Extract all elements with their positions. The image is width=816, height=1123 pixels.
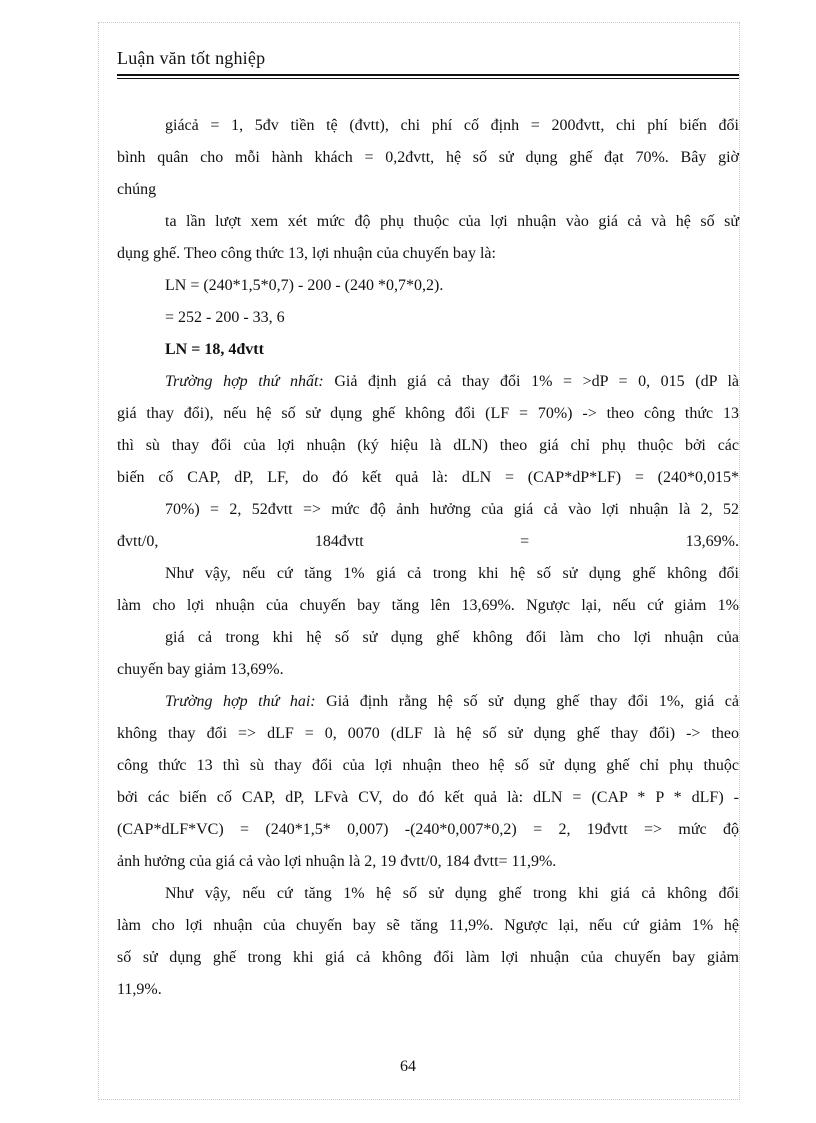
text-line: Như vậy, nếu cứ tăng 1% hệ số sử dụng ghế trong khi giá cả không đổi: [165, 885, 739, 902]
text-line: [117, 686, 739, 718]
text-line: 70%) = 2, 52đvtt => mức độ ảnh hưởng của giá cả vào lợi nhuận là 2, 52: [165, 501, 739, 518]
text-line: thì sù thay đổi của lợi nhuận (ký hiệu là dLN) theo giá chỉ phụ thuộc bởi các: [117, 437, 739, 454]
text-line: Như vậy, nếu cứ tăng 1% giá cả trong khi hệ số sử dụng ghế không đổi: [165, 565, 739, 582]
text-line: số sử dụng ghế trong khi giá cả không đổi làm lợi nhuận của chuyến bay giảm: [117, 949, 739, 966]
text-line: 11,9%.: [117, 981, 162, 998]
text-line: bình quân cho mỗi hành khách = 0,2đvtt, hệ số sử dụng ghế đạt 70%. Bây giờ: [117, 149, 739, 166]
text-line: làm cho lợi nhuận của chuyến bay sẽ tăng 11,9%. Ngược lại, nếu cứ giảm 1% hệ: [117, 917, 739, 934]
text-fragment: Giả định giá cả thay đổi 1% = >dP = 0, 015 (dP là: [323, 373, 739, 390]
text-line: giá cả trong khi hệ số sử dụng ghế không đổi làm cho lợi nhuận của: [165, 629, 739, 646]
text-line: ta lần lượt xem xét mức độ phụ thuộc của lợi nhuận vào giá cả và hệ số sử: [165, 213, 739, 230]
body-text: [117, 110, 739, 1006]
text-fragment: đvtt/0,: [117, 533, 159, 550]
formula-line: LN = (240*1,5*0,7) - 200 - (240 *0,7*0,2).: [165, 277, 444, 294]
text-line: công thức 13 thì sù thay đổi của lợi nhuận theo hệ số sử dụng ghế chỉ phụ thuộc: [117, 757, 739, 774]
text-line: không thay đổi => dLF = 0, 0070 (dLF là hệ số sử dụng ghế thay đổi) -> theo: [117, 725, 739, 742]
formula-result: LN = 18, 4đvtt: [165, 341, 264, 358]
case-label: Trường hợp thứ hai:: [165, 693, 316, 710]
text-line: ảnh hưởng của giá cả vào lợi nhuận là 2, 19 đvtt/0, 184 đvtt= 11,9%.: [117, 853, 557, 870]
text-line: chuyến bay giảm 13,69%.: [117, 661, 284, 678]
text-line: bởi các biến cố CAP, dP, LFvà CV, do đó kết quả là: dLN = (CAP * P * dLF) -: [117, 789, 739, 806]
header-rule: [117, 74, 739, 76]
text-line-spread: [117, 526, 739, 558]
text-line: giácả = 1, 5đv tiền tệ (đvtt), chi phí cố định = 200đvtt, chi phí biến đổi: [165, 117, 739, 134]
text-line: biến cố CAP, dP, LF, do đó kết quả là: dLN = (CAP*dP*LF) = (240*0,015*: [117, 469, 739, 486]
text-fragment: =: [520, 533, 530, 550]
text-line: (CAP*dLF*VC) = (240*1,5* 0,007) -(240*0,007*0,2) = 2, 19đvtt => mức độ: [117, 821, 739, 838]
header-rule-thin: [117, 78, 739, 79]
text-fragment: Giả định rằng hệ số sử dụng ghế thay đổi 1%, giá cả: [315, 693, 739, 710]
text-line: [117, 366, 739, 398]
text-line: chúng: [117, 181, 157, 198]
formula-line: = 252 - 200 - 33, 6: [165, 309, 285, 326]
text-line: dụng ghế. Theo công thức 13, lợi nhuận của chuyến bay là:: [117, 245, 496, 262]
case-label: Trường hợp thứ nhất:: [165, 373, 324, 390]
header-title: Luận văn tốt nghiệp: [117, 48, 266, 68]
text-fragment: 184đvtt: [314, 533, 364, 550]
text-line: làm cho lợi nhuận của chuyến bay tăng lên 13,69%. Ngược lại, nếu cứ giảm 1%: [117, 597, 739, 614]
page-number: 64: [400, 1058, 416, 1075]
text-fragment: 13,69%.: [685, 533, 739, 550]
text-line: giá thay đổi), nếu hệ số sử dụng ghế không đổi (LF = 70%) -> theo công thức 13: [117, 405, 739, 422]
